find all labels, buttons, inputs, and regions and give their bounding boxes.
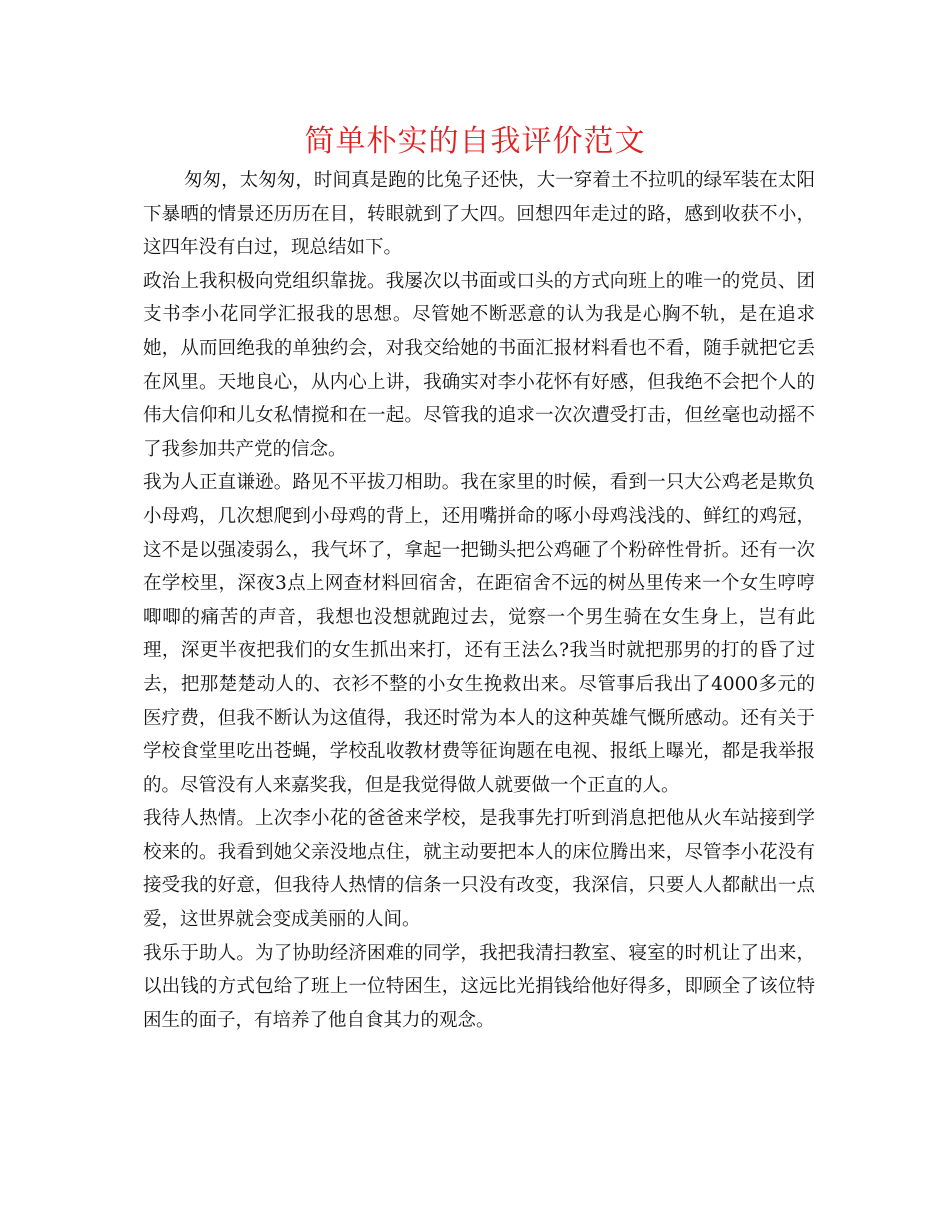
document-title: 简单朴实的自我评价范文 (304, 124, 646, 159)
paragraph-integrity: 我为人正直谦逊。路见不平拔刀相助。我在家里的时候，看到一只大公鸡老是欺负小母鸡，几次想爬到小母鸡的背上，还用嘴拼命的啄小母鸡浅浅的、鲜红的鸡冠，这不是以强凌弱么，我气坏了，拿起一把锄头把公鸡砸了个粉碎性骨折。还有一次在学校里，深夜3点上网查材料回宿舍，在距宿舍不远的树丛里传来一个女生哼哼唧唧的痛苦的声音，我想也没想就跑过去，觉察一个男生骑在女生身上，岂有此理，深更半夜把我们的女生抓出来打，还有王法么?我当时就把那男的打的昏了过去，把那楚楚动人的、衣衫不整的小女生挽救出来。尽管事后我出了4000多元的医疗费，但我不断认为这值得，我还时常为本人的这种英雄气慨所感动。还有关于学校食堂里吃出苍蝇，学校乱收教材费等征询题在电视、报纸上曝光，都是我举报的。尽管没有人来嘉奖我，但是我觉得做人就要做一个正直的人。 (143, 472, 815, 796)
paragraph-helpfulness: 我乐于助人。为了协助经济困难的同学，我把我清扫教室、寝室的时机让了出来，以出钱的方式包给了班上一位特困生，这远比光捐钱给他好得多，即顾全了该位特困生的面子，有培养了他自食其力的观念。 (143, 942, 815, 1031)
document-body (143, 164, 815, 1037)
paragraph-hospitality: 我待人热情。上次李小花的爸爸来学校，是我事先打听到消息把他从火车站接到学校来的。我看到她父亲没地点住，就主动要把本人的床位腾出来，尽管李小花没有接受我的好意，但我待人热情的信条一只没有改变，我深信，只要人人都献出一点爱，这世界就会变成美丽的人间。 (143, 808, 815, 931)
paragraph-intro: 匆匆，太匆匆，时间真是跑的比兔子还快，大一穿着土不拉叽的绿军装在太阳下暴晒的情景还历历在目，转眼就到了大四。回想四年走过的路，感到收获不小，这四年没有白过，现总结如下。 (143, 170, 815, 259)
paragraph-politics: 政治上我积极向党组织靠拢。我屡次以书面或口头的方式向班上的唯一的党员、团支书李小花同学汇报我的思想。尽管她不断恶意的认为我是心胸不轨，是在追求她，从而回绝我的单独约会，对我交给她的书面汇报材料看也不看，随手就把它丢在风里。天地良心，从内心上讲，我确实对李小花怀有好感，但我绝不会把个人的伟大信仰和儿女私情搅和在一起。尽管我的追求一次次遭受打击，但丝毫也动摇不了我参加共产党的信念。 (143, 270, 815, 460)
